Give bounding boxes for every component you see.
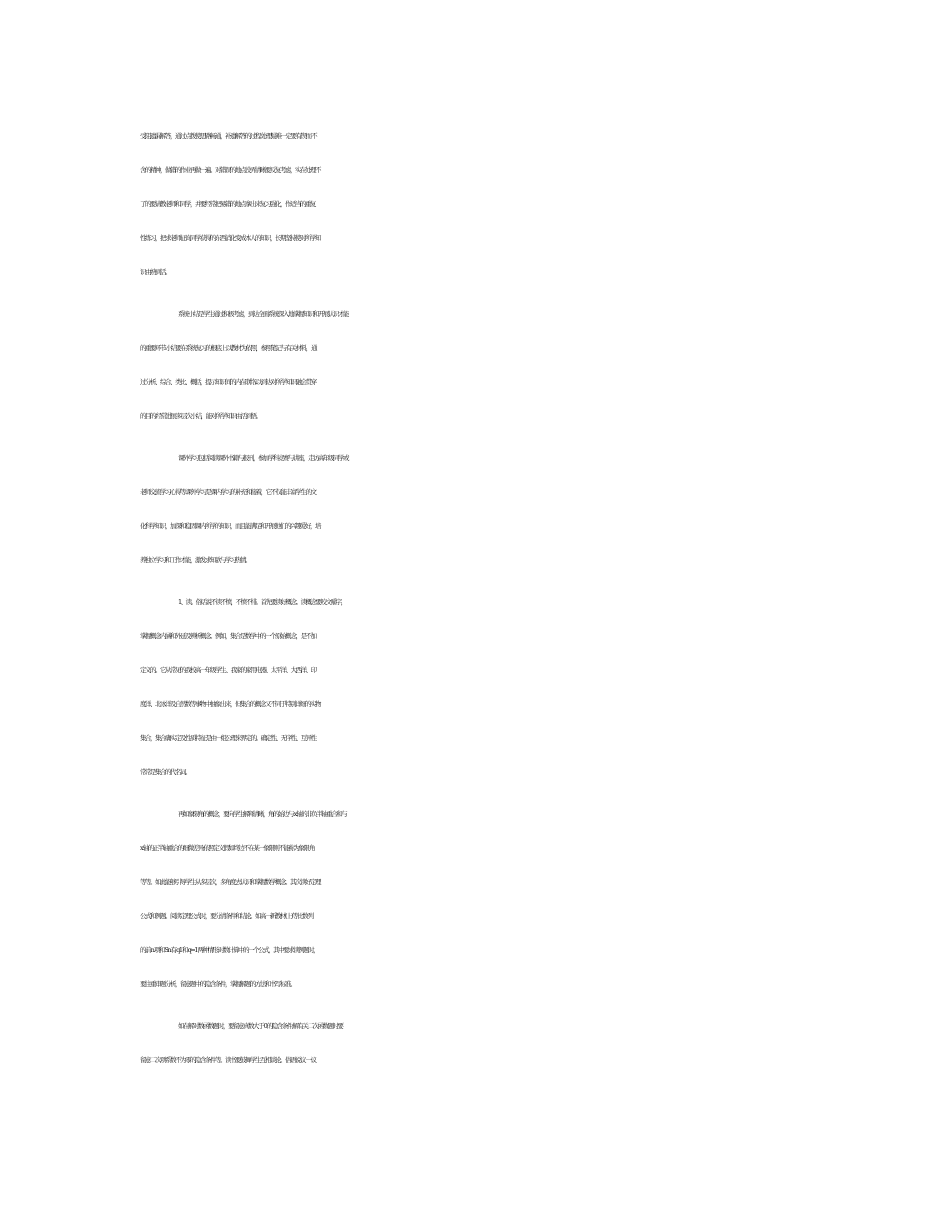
text-line: 1、读。俗话说不读不愤，不愤不悱。首先要读好概念。读概念要咬文嚼字， [178,598,346,606]
text-line: 过分析、综合、类比、概括，提示知识间的内在联络.以到达对所学知识融会贯穿 [140,378,316,386]
text-line: 受阻遗漏解答，通过点拨使思路畅通，补遗解答的过程.处理疑难一定要有锲而 不 [140,132,317,140]
text-line: 的目的.经常进展多层次小结，能对所学知识由活到悟。 [140,412,261,420]
text-line: 如在解对数函数题时，要留意真数大于 0 的隐含条件;解有关二次函数题时要 [178,1022,343,1030]
text-line: 的前 n 项和 Sn.有 q1 和 q=1 两种情形;对数计算中的一个公式，其中要求读例题时， [140,946,319,954]
text-line: 性练习，把求老师征询同学获得的东西消化变成本人的知识，长期坚持使对所学知 [140,234,320,242]
text-line: 度洋、北冰洋及自然数等事物中抽象出来，但集合的概念又不同于特别详细的实物 [140,700,320,708]
text-line: 公式和例题。阅读定理公式时，要分清条件和结论。如高一新教材(上)等比数 列 [140,912,313,920]
text-line: 老师交流学习心得等.课外学习是课内学习的补充和接着，它不仅能丰富学生的文 [140,488,316,496]
text-line: 再如象限角的概念，要向学生解释清晰，角的始边与 x 轴的非负半轴重合和与 [178,810,347,818]
text-line: 等等。如此能够引导学生从多层次，多角度去认识和掌握数学概念。其次读好定理 [140,878,320,886]
text-line: 集合，集合确实定及性质特 征是由一组公理来界定的。确定性、无序性、互异性 [140,734,316,742]
text-line: 要注重审题分析，留意题中的隐含条件，掌握解题的方法和书写标准。 [140,980,295,988]
text-line: 了的要请教老师和同学，并要经常把易错的地点拿出来复习强化，作适当的重复 [140,200,315,208]
text-line: 养独立学习和工作才能，激发求知欲与学习热情。 [140,556,250,564]
text-line: 化科学知识，加深和稳固课内所学的知识，而且能满足和开展他们的兴趣爱好，培 [140,522,320,530]
text-line: 课外学习包括阅读课外书籍与报刊，参加学科竞赛与讲座，走访高年级同学或 [178,454,348,462]
text-line: 舍的精神，做错的作业再做一遍。对错误的地点没弄清晰要反复考虑，实在处理不 [140,166,320,174]
text-line: 留意二次项系数不为零的隐含条件等。读书要鼓舞学生互相谈论。俗语说议 一议 [140,1056,316,1064]
text-line: 常常是集合的代名词。 [140,768,190,776]
text-line: 识由熟到活。 [140,268,170,276]
text-line: 的重要环节.小结要在系统复习的根底上以教材为依照，参照笔记与有关材料， 通 [140,344,317,352]
text-line: x 轴的正半轴重合的细微差异;依照定义假如终边不在某一象限则不能称为象限 角 [140,844,314,852]
text-line: 定义的。它从常见的我校高一年级学生 、我家的家用电器、太平洋、大西洋、印 [140,666,316,674]
text-line: 系统小结是学生通过积极考虑，到达全面系统深入地掌握知识和开展认识才能 [178,310,348,318]
text-line: 掌握概念内涵和外延及辨析概念。例如，集合是数学中的一个原始概 念，是不加 [140,632,316,640]
